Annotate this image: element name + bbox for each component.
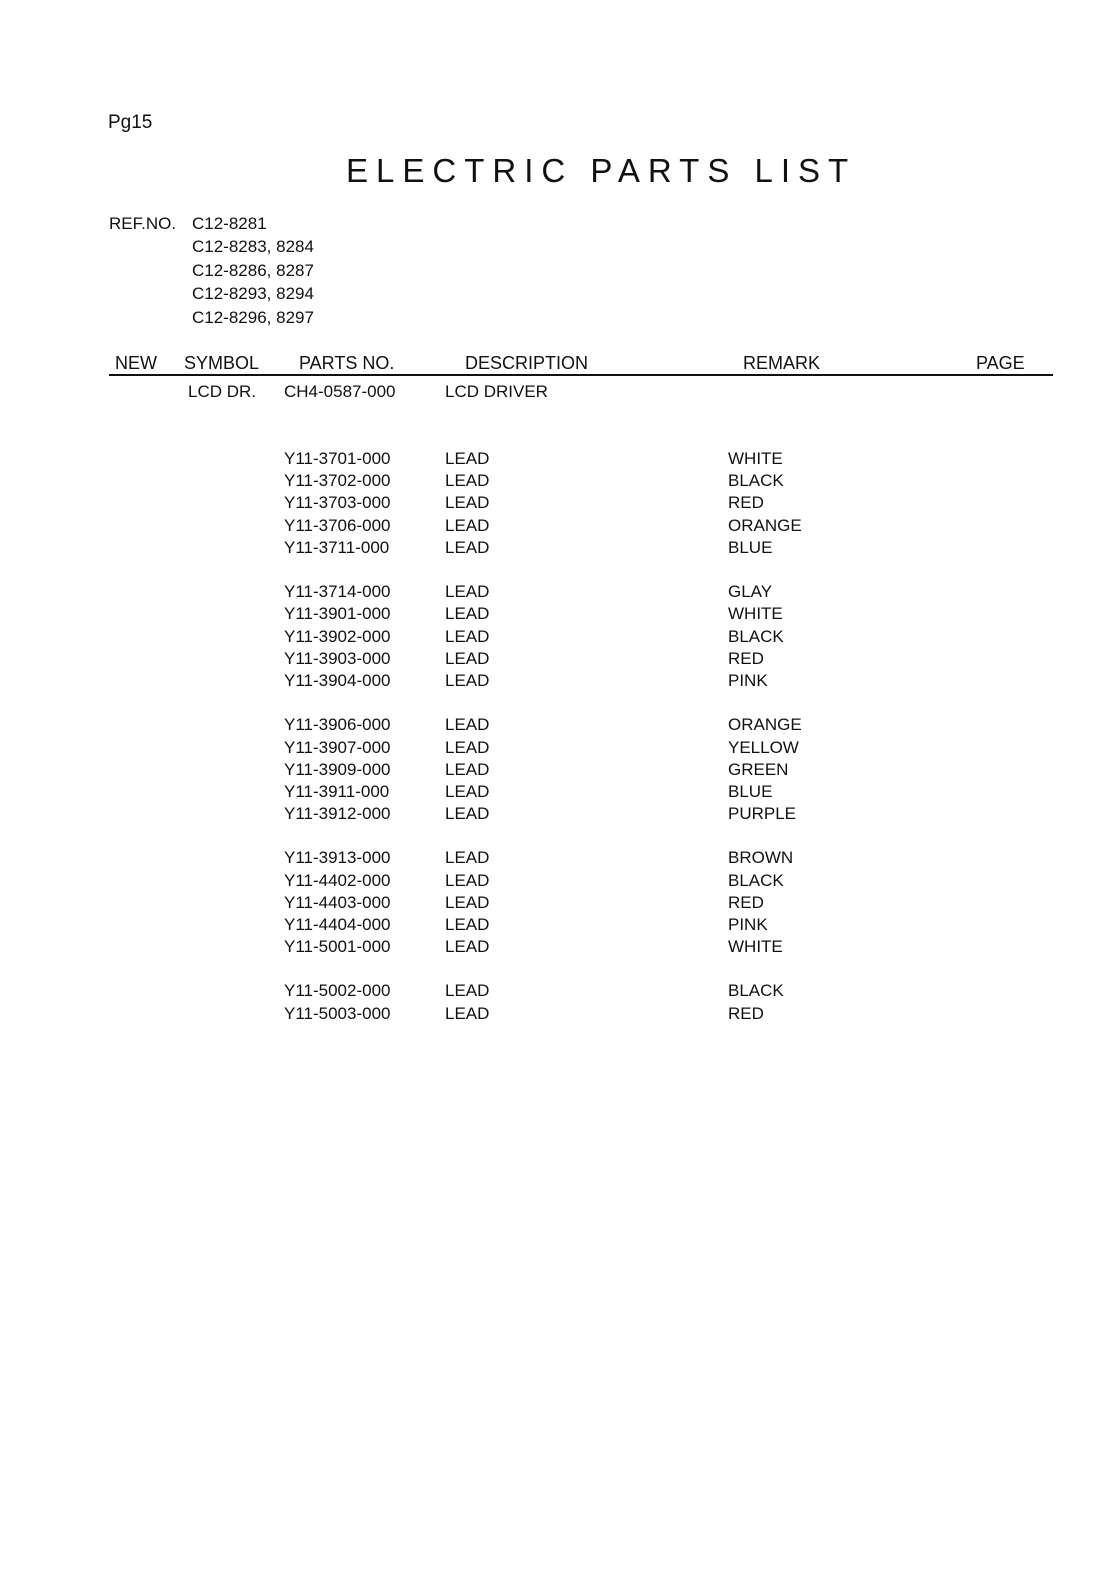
row-description: LEAD (445, 871, 490, 890)
row-parts-no: Y11-3906-000 (284, 715, 391, 734)
row-remark: PINK (728, 671, 768, 690)
row-description: LEAD (445, 760, 490, 779)
page-number: Pg15 (108, 112, 153, 133)
row-parts-no: Y11-3901-000 (284, 604, 391, 623)
row-remark: BLACK (728, 471, 784, 490)
ref-number-value: C12-8286, 8287 (192, 260, 314, 280)
row-remark: WHITE (728, 937, 783, 956)
row-description: LEAD (445, 804, 490, 823)
table-row (0, 516, 1114, 538)
row-parts-no: Y11-4403-000 (284, 893, 391, 912)
row-remark: RED (728, 893, 764, 912)
row-parts-no: Y11-3903-000 (284, 649, 391, 668)
row-remark: WHITE (728, 604, 783, 623)
table-row (0, 671, 1114, 693)
row-parts-no: Y11-3701-000 (284, 449, 391, 468)
column-header-symbol: SYMBOL (184, 353, 260, 373)
table-row (0, 382, 1114, 404)
row-parts-no: Y11-3902-000 (284, 627, 391, 646)
row-description: LEAD (445, 738, 490, 757)
table-row (0, 848, 1114, 870)
column-header-description: DESCRIPTION (465, 353, 589, 373)
row-remark: PINK (728, 915, 768, 934)
row-description: LEAD (445, 449, 490, 468)
ref-number-value: C12-8281 (192, 214, 267, 233)
row-parts-no: Y11-3711-000 (284, 538, 390, 557)
column-header-remark: REMARK (743, 353, 821, 373)
row-parts-no: Y11-5001-000 (284, 937, 391, 956)
row-remark: PURPLE (728, 804, 797, 823)
table-row (0, 871, 1114, 893)
table-row (0, 937, 1114, 959)
row-parts-no: Y11-3703-000 (284, 493, 391, 512)
row-description: LEAD (445, 582, 490, 601)
row-description: LEAD (445, 1004, 490, 1023)
row-parts-no: Y11-3907-000 (284, 738, 391, 757)
row-remark: ORANGE (728, 516, 802, 535)
row-remark: GREEN (728, 760, 789, 779)
table-row (0, 493, 1114, 515)
row-parts-no: Y11-3904-000 (284, 671, 391, 690)
column-header-new: NEW (115, 353, 157, 373)
row-remark: BLUE (728, 782, 773, 801)
ref-number-value: C12-8296, 8297 (192, 307, 314, 327)
row-remark: BLACK (728, 627, 784, 646)
row-parts-no: Y11-5003-000 (284, 1004, 391, 1023)
table-row (0, 538, 1114, 560)
table-row (0, 449, 1114, 471)
table-row (0, 715, 1114, 737)
table-row (0, 760, 1114, 782)
table-row (0, 981, 1114, 1003)
row-parts-no: Y11-4402-000 (284, 871, 391, 890)
table-row (0, 915, 1114, 937)
row-parts-no: Y11-3714-000 (284, 582, 391, 601)
table-row (0, 738, 1114, 760)
row-description: LEAD (445, 627, 490, 646)
row-remark: ORANGE (728, 715, 802, 734)
row-parts-no: Y11-3702-000 (284, 471, 391, 490)
row-description: LEAD (445, 981, 490, 1000)
column-header-page: PAGE (976, 353, 1025, 373)
row-description: LEAD (445, 715, 490, 734)
row-description: LEAD (445, 893, 490, 912)
table-row (0, 782, 1114, 804)
page-title: ELECTRIC PARTS LIST (346, 152, 857, 189)
row-parts-no: Y11-3913-000 (284, 848, 391, 867)
row-description: LEAD (445, 471, 490, 490)
row-description: LEAD (445, 604, 490, 623)
row-symbol: LCD DR. (188, 382, 257, 401)
row-description: LEAD (445, 671, 490, 690)
row-parts-no: Y11-5002-000 (284, 981, 391, 1000)
row-description: LEAD (445, 782, 490, 801)
ref-number-value: C12-8293, 8294 (192, 284, 314, 304)
row-remark: YELLOW (728, 738, 799, 757)
table-row (0, 649, 1114, 671)
row-description: LCD DRIVER (445, 382, 548, 401)
row-description: LEAD (445, 493, 490, 512)
row-remark: GLAY (728, 582, 773, 601)
row-remark: RED (728, 493, 764, 512)
row-parts-no: Y11-3912-000 (284, 804, 391, 823)
table-row (0, 604, 1114, 626)
row-description: LEAD (445, 937, 490, 956)
table-row (0, 893, 1114, 915)
ref-number-label: REF.NO. (109, 214, 177, 233)
row-parts-no: Y11-3706-000 (284, 516, 391, 535)
table-row (0, 1004, 1114, 1026)
row-remark: WHITE (728, 449, 783, 468)
table-row (0, 471, 1114, 493)
row-remark: BLACK (728, 981, 784, 1000)
table-row (0, 804, 1114, 826)
row-remark: BLUE (728, 538, 773, 557)
row-remark: BLACK (728, 871, 784, 890)
row-description: LEAD (445, 516, 490, 535)
row-parts-no: CH4-0587-000 (284, 382, 396, 401)
row-description: LEAD (445, 649, 490, 668)
row-remark: RED (728, 649, 764, 668)
row-remark: RED (728, 1004, 764, 1023)
ref-number-value: C12-8283, 8284 (192, 237, 314, 257)
row-parts-no: Y11-3909-000 (284, 760, 391, 779)
table-row (0, 582, 1114, 604)
row-description: LEAD (445, 848, 490, 867)
row-remark: BROWN (728, 848, 794, 867)
row-parts-no: Y11-4404-000 (284, 915, 391, 934)
row-description: LEAD (445, 915, 490, 934)
table-row (0, 627, 1114, 649)
row-description: LEAD (445, 538, 490, 557)
row-parts-no: Y11-3911-000 (284, 782, 390, 801)
column-header-parts-no: PARTS NO. (299, 353, 395, 373)
